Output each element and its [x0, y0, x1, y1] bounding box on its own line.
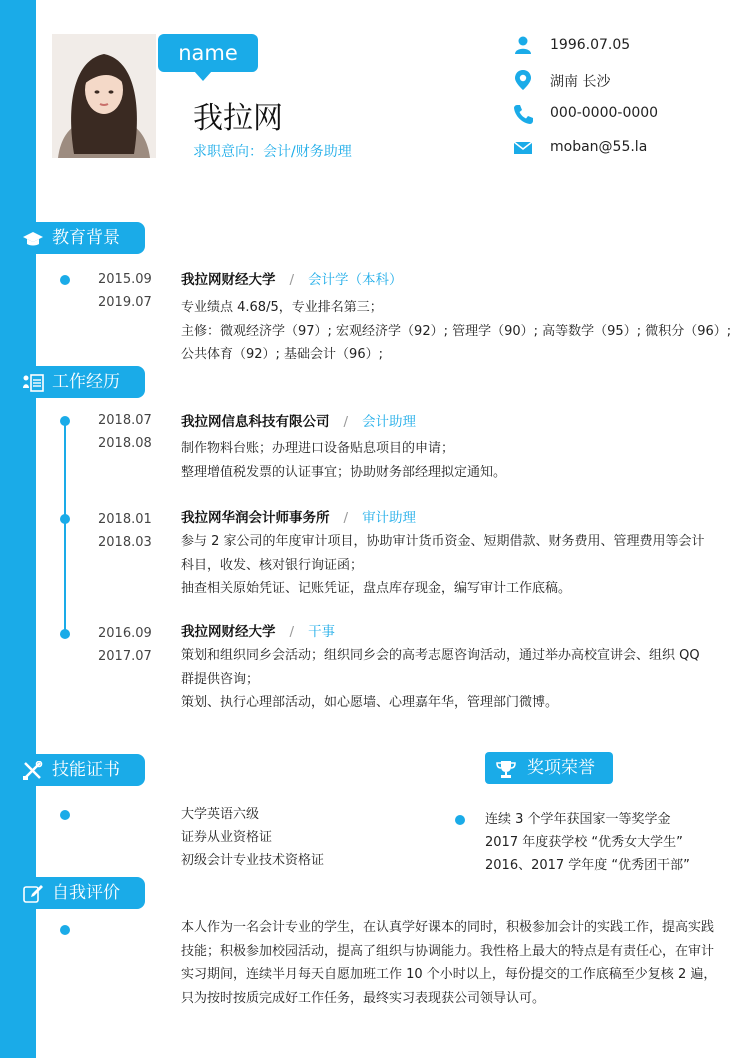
- trophy-icon: [495, 758, 517, 778]
- job-role: 干事: [308, 624, 336, 640]
- list-item: 初级会计专业技术资格证: [181, 853, 325, 868]
- job-intent: 求职意向：会计/财务助理: [193, 144, 352, 160]
- section-title: 工作经历: [52, 372, 120, 392]
- school-name: 我拉网财经大学: [181, 272, 276, 288]
- timeline-dot: [60, 925, 70, 935]
- work-dates: [98, 508, 152, 554]
- list-item: 大学英语六级: [181, 807, 260, 822]
- separator: /: [343, 510, 349, 526]
- separator: /: [289, 624, 295, 640]
- name-badge: name: [158, 34, 258, 72]
- skills-list: [181, 803, 324, 872]
- section-header-skills: [0, 754, 145, 786]
- phone-number: 000-0000-0000: [550, 105, 659, 121]
- company-name: 我拉网信息科技有限公司: [181, 414, 330, 430]
- desc-line: 抽查相关原始凭证、记账凭证，盘点库存现金，编写审计工作底稿。: [181, 581, 572, 596]
- edu-dates: [98, 268, 152, 314]
- graduation-cap-icon: [22, 228, 44, 248]
- section-title: 自我评价: [52, 883, 120, 903]
- company-name: 我拉网财经大学: [181, 624, 276, 640]
- work-title: [181, 622, 335, 642]
- section-title: 教育背景: [52, 228, 120, 248]
- location: 湖南 长沙: [550, 74, 611, 90]
- work-title: [181, 508, 416, 528]
- location-pin-icon: [512, 69, 534, 91]
- separator: /: [289, 272, 295, 288]
- person-icon: [512, 35, 534, 57]
- timeline-dot: [60, 629, 70, 639]
- pencil-edit-icon: [22, 883, 44, 903]
- work-description: [181, 644, 721, 715]
- timeline-dot: [455, 815, 465, 825]
- separator: /: [343, 414, 349, 430]
- mail-icon: [512, 137, 534, 159]
- desc-line: 实习期间，连续半月每天自愿加班工作 10 个小时以上，每份提交的工作底稿至少复核 2 遍，: [181, 967, 717, 982]
- section-header-awards: [485, 752, 613, 784]
- work-description: [181, 437, 721, 484]
- list-item: 证券从业资格证: [181, 830, 273, 845]
- desc-line: 策划和组织同乡会活动；组织同乡会的高考志愿咨询活动，通过举办高校宣讲会、组织 QQ: [181, 648, 700, 663]
- desc-line: 本人作为一名会计专业的学生，在认真学好课本的同时，积极参加会计的实践工作，提高实践: [181, 920, 715, 935]
- section-header-work: [0, 366, 145, 398]
- work-dates: [98, 409, 152, 455]
- date-end: 2018.08: [98, 436, 152, 451]
- timeline-dot: [60, 810, 70, 820]
- edu-description: [181, 296, 732, 367]
- desc-line: 制作物料台账；办理进口设备贴息项目的申请；: [181, 441, 455, 456]
- timeline-dot: [60, 514, 70, 524]
- date-start: 2018.01: [98, 512, 152, 527]
- date-end: 2019.07: [98, 295, 152, 310]
- list-item: 2016、2017 学年度 “优秀团干部”: [485, 858, 690, 873]
- briefcase-list-icon: [22, 372, 44, 392]
- section-title: 奖项荣誉: [527, 758, 595, 778]
- timeline-dot: [60, 275, 70, 285]
- desc-line: 公共体育（92）; 基础会计（96）;: [181, 347, 383, 362]
- work-dates: [98, 622, 152, 668]
- desc-line: 策划、执行心理部活动，如心愿墙、心理嘉年华，管理部门微博。: [181, 695, 559, 710]
- desc-line: 群提供咨询；: [181, 671, 260, 687]
- list-item: 连续 3 个学年获国家一等奖学金: [485, 812, 671, 827]
- date-end: 2017.07: [98, 649, 152, 664]
- date-end: 2018.03: [98, 535, 152, 550]
- desc-line: 主修：微观经济学（97）; 宏观经济学（92）; 管理学（90）; 高等数学（95）; 微积分（96）;: [181, 323, 732, 339]
- desc-line: 参与 2 家公司的年度审计项目，协助审计货币资金、短期借款、财务费用、管理费用等会计: [181, 534, 705, 549]
- desc-line: 专业绩点 4.68/5，专业排名第三；: [181, 300, 383, 315]
- section-header-education: [0, 222, 145, 254]
- tools-icon: [22, 760, 44, 780]
- work-description: [181, 530, 721, 601]
- phone-icon: [512, 103, 534, 125]
- desc-line: 只为按时按质完成好工作任务，最终实习表现获公司领导认可。: [181, 990, 546, 1006]
- birth-date: 1996.07.05: [550, 37, 631, 53]
- company-name: 我拉网华润会计师事务所: [181, 510, 330, 526]
- job-role: 会计助理: [362, 414, 417, 430]
- timeline-line: [64, 420, 66, 634]
- desc-line: 整理增值税发票的认证事宜；协助财务部经理拟定通知。: [181, 464, 507, 480]
- email-address: moban@55.la: [550, 139, 648, 155]
- date-start: 2018.07: [98, 413, 152, 428]
- major: 会计学（本科）: [308, 272, 403, 288]
- section-title: 技能证书: [52, 760, 120, 780]
- date-start: 2015.09: [98, 272, 152, 287]
- desc-line: 科目，收发、核对银行询证函；: [181, 557, 364, 573]
- section-header-self-evaluation: [0, 877, 145, 909]
- awards-list: [485, 808, 690, 877]
- self-evaluation-text: [181, 916, 726, 1010]
- date-start: 2016.09: [98, 626, 152, 641]
- list-item: 2017 年度获学校 “优秀女大学生”: [485, 835, 683, 850]
- timeline-dot: [60, 416, 70, 426]
- desc-line: 技能；积极参加校园活动，提高了组织与协调能力。我性格上最大的特点是有责任心，在审计: [181, 943, 715, 959]
- job-role: 审计助理: [362, 510, 417, 526]
- edu-title: [181, 270, 403, 290]
- candidate-name: 我拉网: [193, 101, 283, 136]
- profile-photo: [52, 34, 156, 158]
- work-title: [181, 412, 416, 432]
